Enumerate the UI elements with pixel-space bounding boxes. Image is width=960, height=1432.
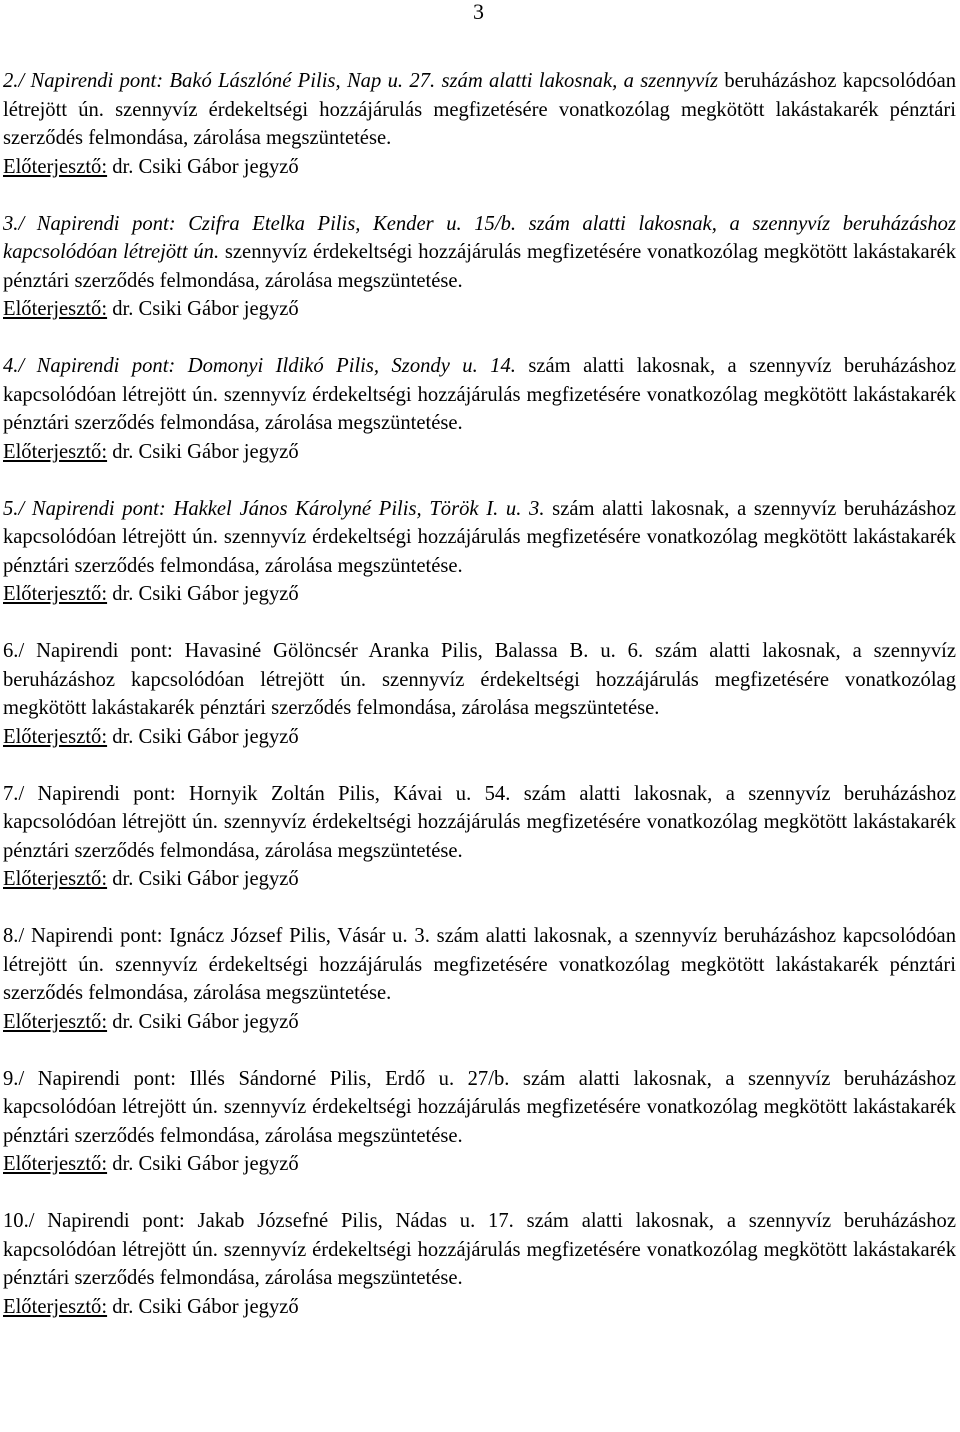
presenter-name: dr. Csiki Gábor jegyző	[107, 155, 299, 178]
agenda-item-body: beruházáshoz kapcsolódóan létrejött ún. szennyvíz érdekeltségi hozzájárulás megfizetésére vonatkozólag megkötött lakástakarék pénztári szerződés felmondása, zárolása megszüntetése.	[3, 70, 957, 149]
presenter-name: dr. Csiki Gábor jegyző	[107, 1010, 299, 1033]
agenda-item-heading: 7./ Napirendi pont: Hornyik Zoltán Pilis, Kávai u. 54. szám alatti lakosnak, a szennyvíz beruházáshoz kapcsolódóan létrejött ún.	[3, 782, 956, 833]
presenter-label: Előterjesztő:	[3, 1010, 108, 1033]
agenda-item-body: szennyvíz érdekeltségi hozzájárulás megfizetésére vonatkozólag megkötött lakástakarék pénztári szerződés felmondása, zárolása megszüntetése.	[3, 1096, 956, 1147]
agenda-item-text	[3, 1207, 956, 1293]
agenda-item-text	[3, 1065, 956, 1151]
presenter-name: dr. Csiki Gábor jegyző	[107, 583, 299, 605]
agenda-item-heading: 2./ Napirendi pont: Bakó Lászlóné Pilis, Nap u. 27. szám alatti lakosnak, a szennyvíz	[3, 70, 719, 92]
presenter-line	[3, 580, 956, 609]
agenda-item-text	[3, 210, 956, 296]
agenda-item	[3, 1207, 956, 1321]
agenda-item-body: szennyvíz érdekeltségi hozzájárulás megfizetésére vonatkozólag megkötött lakástakarék pénztári szerződés felmondása, zárolása megszüntetése.	[3, 811, 956, 862]
presenter-name: dr. Csiki Gábor jegyző	[107, 868, 299, 890]
presenter-line	[3, 865, 956, 894]
agenda-item-text	[3, 495, 956, 581]
agenda-item	[3, 922, 956, 1036]
agenda-item-heading: 8./ Napirendi pont: Ignácz József Pilis, Vásár u. 3. szám alatti lakosnak, a szennyvíz beruházáshoz kapcsolódóan létrejött ún.	[3, 925, 956, 976]
presenter-name: dr. Csiki Gábor jegyző	[107, 298, 299, 320]
presenter-name: dr. Csiki Gábor jegyző	[107, 1295, 299, 1318]
agenda-item-body: szennyvíz érdekeltségi hozzájárulás megfizetésére vonatkozólag megkötött lakástakarék pénztári szerződés felmondása, zárolása megszüntetése.	[3, 241, 956, 292]
agenda-item	[3, 210, 956, 324]
presenter-label: Előterjesztő:	[3, 583, 108, 605]
presenter-label: Előterjesztő:	[3, 1153, 108, 1175]
agenda-item-text	[3, 922, 956, 1008]
presenter-name: dr. Csiki Gábor jegyző	[107, 725, 299, 748]
agenda-item-heading: 10./ Napirendi pont: Jakab Józsefné Pilis, Nádas u. 17. szám alatti lakosnak, a szennyvíz beruházáshoz kapcsolódóan létrejött ún.	[3, 1210, 956, 1261]
agenda-item-heading: 5./ Napirendi pont: Hakkel János Károlyné Pilis, Török I. u. 3.	[3, 497, 545, 520]
presenter-line	[3, 153, 956, 182]
agenda-item-text	[3, 637, 956, 723]
agenda-item	[3, 495, 956, 609]
presenter-line	[3, 1150, 956, 1179]
agenda-item	[3, 67, 956, 181]
page-number: 3	[473, 0, 484, 24]
presenter-label: Előterjesztő:	[3, 298, 108, 320]
presenter-line	[3, 723, 956, 752]
agenda-item-heading: 4./ Napirendi pont: Domonyi Ildikó Pilis, Szondy u. 14.	[3, 355, 516, 377]
presenter-label: Előterjesztő:	[3, 725, 108, 748]
presenter-line	[3, 1293, 956, 1322]
presenter-line	[3, 295, 956, 324]
agenda-list	[3, 67, 956, 1350]
agenda-item-text	[3, 67, 956, 153]
presenter-label: Előterjesztő:	[3, 868, 108, 890]
presenter-name: dr. Csiki Gábor jegyző	[107, 1153, 299, 1175]
presenter-line	[3, 438, 956, 467]
agenda-item	[3, 780, 956, 894]
agenda-item	[3, 1065, 956, 1179]
agenda-item-body: szennyvíz érdekeltségi hozzájárulás megfizetésére vonatkozólag megkötött lakástakarék pénztári szerződés felmondása, zárolása megszüntetése.	[3, 1238, 956, 1289]
agenda-item-body: szám alatti lakosnak, a szennyvíz beruházáshoz kapcsolódóan létrejött ún. szennyvíz érdekeltségi hozzájárulás megfizetésére vonatkozólag megkötött lakástakarék pénztári szerződés felmondása, zárolása megszüntetése.	[3, 497, 956, 577]
agenda-item-text	[3, 352, 956, 438]
presenter-label: Előterjesztő:	[3, 155, 108, 178]
agenda-item-body: szennyvíz érdekeltségi hozzájárulás megfizetésére vonatkozólag megkötött lakástakarék pénztári szerződés felmondása, zárolása megszüntetése.	[3, 953, 956, 1004]
presenter-label: Előterjesztő:	[3, 440, 108, 463]
agenda-item-body: szennyvíz érdekeltségi hozzájárulás megfizetésére vonatkozólag megkötött lakástakarék pénztári szerződés felmondása, zárolása megszüntetése.	[3, 668, 956, 719]
presenter-name: dr. Csiki Gábor jegyző	[107, 440, 299, 463]
presenter-label: Előterjesztő:	[3, 1295, 108, 1318]
presenter-line	[3, 1008, 956, 1037]
agenda-item-heading: 9./ Napirendi pont: Illés Sándorné Pilis, Erdő u. 27/b. szám alatti lakosnak, a szennyvíz beruházáshoz kapcsolódóan létrejött ún.	[3, 1067, 956, 1118]
agenda-item	[3, 637, 956, 751]
agenda-item-body: szám alatti lakosnak, a szennyvíz beruházáshoz kapcsolódóan létrejött ún. szennyvíz érdekeltségi hozzájárulás megfizetésére vonatkozólag megkötött lakástakarék pénztári szerződés felmondása, zárolása megszüntetése.	[3, 355, 956, 434]
agenda-item-heading: 3./ Napirendi pont: Czifra Etelka Pilis, Kender u. 15/b. szám alatti lakosnak, a szennyvíz beruházáshoz kapcsolódóan létrejött ún.	[3, 212, 956, 263]
agenda-item	[3, 352, 956, 466]
agenda-item-text	[3, 780, 956, 866]
agenda-item-heading: 6./ Napirendi pont: Havasiné Gölöncsér Aranka Pilis, Balassa B. u. 6. szám alatti lakosnak, a szennyvíz beruházáshoz kapcsolódóan létrejött ún.	[3, 640, 956, 691]
